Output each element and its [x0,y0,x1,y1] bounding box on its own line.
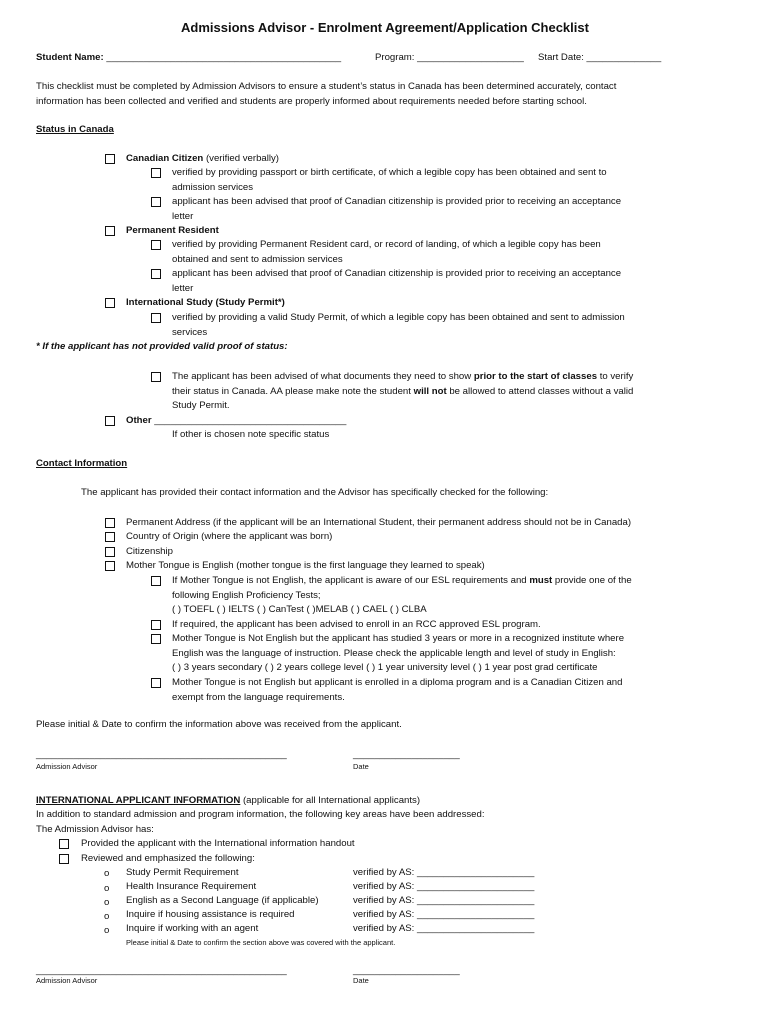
contact-heading: Contact Information [36,458,128,469]
citizen-verified-text-1: verified by providing passport or birth certificate, of which a legible copy has been obtained and sent to [172,167,607,178]
row-esl: English as a Second Language (if applicable) [126,895,319,906]
international-date-line[interactable]: ____________________ [353,965,460,976]
esl-text-1b: must [529,575,553,586]
verified-label: verified by AS: [353,881,415,892]
bullet: o [104,911,110,922]
citizen-advised-text-2: letter [172,211,194,222]
contact-signature-label: Admission Advisor [36,762,98,771]
resident-checkbox[interactable] [105,226,115,236]
international-label: International Study (Study Permit*) [126,297,285,308]
reviewed-checkbox[interactable] [59,854,69,864]
verified-line: ______________________ [417,881,535,892]
other-checkbox[interactable] [105,416,115,426]
resident-label: Permanent Resident [126,225,219,236]
international-text-2: The Admission Advisor has: [36,824,154,835]
verified-label: verified by AS: [353,867,415,878]
advised-text-2a: their status in Canada. AA please make note the student [172,386,414,397]
start-date-label: Start Date: [538,52,584,63]
esl-text-1 [172,574,632,589]
advised-text-2 [172,385,633,400]
start-date-line: ______________ [586,52,662,63]
international-verified-text-1: verified by providing a valid Study Permit, of which a legible copy has been obtained and sent to admission [172,312,625,323]
advised-text-3: Study Permit. [172,400,230,411]
contact-date-line[interactable]: ____________________ [353,749,460,760]
bullet: o [104,883,110,894]
start-date-field[interactable] [538,51,661,66]
reviewed-text: Reviewed and emphasized the following: [81,853,255,864]
resident-advised-text-1: applicant has been advised that proof of Canadian citizenship is provided prior to receiving an acceptance [172,268,622,279]
handout-checkbox[interactable] [59,839,69,849]
intro-line-2: information has been collected and verified and students are properly informed about requirements needed before starting school. [36,96,587,107]
row-housing-verified[interactable] [353,908,534,923]
citizen-option [126,152,279,167]
studied-text-1: Mother Tongue is Not English but the applicant has studied 3 years or more in a recognized institute where [172,633,625,644]
studied-level-options[interactable]: ( ) 3 years secondary ( ) 2 years college level ( ) 1 year university level ( ) 1 year post grad certificate [172,662,598,673]
mother-tongue-text: Mother Tongue is English (mother tongue is the first language they learned to speak) [126,560,485,571]
verified-label: verified by AS: [353,909,415,920]
international-verified-text-2: services [172,327,208,338]
international-confirm: Please initial & Date to confirm the section above was covered with the applicant. [126,938,396,947]
citizen-verified-text-2: admission services [172,182,254,193]
resident-verified-checkbox[interactable] [151,240,161,250]
international-signature-line[interactable]: _______________________________________________ [36,965,287,976]
international-date-label: Date [353,976,369,985]
contact-signature-line[interactable]: _______________________________________________ [36,749,287,760]
citizen-label: Canadian Citizen [126,153,204,164]
esl-text-1c: provide one of the [552,575,632,586]
diploma-text-2: exempt from the language requirements. [172,692,345,703]
international-text-1: In addition to standard admission and program information, the following key areas have been addressed: [36,809,485,820]
contact-date-label: Date [353,762,369,771]
studied-text-2: English was the language of instruction. Please check the applicable length and level of study in English: [172,648,616,659]
advised-text-1c: to verify [597,371,634,382]
bullet: o [104,925,110,936]
other-field[interactable] [126,414,346,429]
resident-advised-text-2: letter [172,283,194,294]
esl-text-2: following English Proficiency Tests; [172,590,321,601]
rcc-text: If required, the applicant has been advised to enroll in an RCC approved ESL program. [172,619,541,630]
resident-verified-text-2: obtained and sent to admission services [172,254,343,265]
verified-label: verified by AS: [353,895,415,906]
student-name-line: ____________________________________________ [106,52,342,63]
citizenship-checkbox[interactable] [105,547,115,557]
row-esl-verified[interactable] [353,894,534,909]
citizen-verified-checkbox[interactable] [151,168,161,178]
row-study-permit: Study Permit Requirement [126,867,239,878]
other-line: ____________________________________ [151,415,347,426]
citizen-checkbox[interactable] [105,154,115,164]
status-heading: Status in Canada [36,124,114,135]
row-agent-verified[interactable] [353,922,534,937]
international-heading: INTERNATIONAL APPLICANT INFORMATION [36,795,241,806]
international-checkbox[interactable] [105,298,115,308]
country-checkbox[interactable] [105,532,115,542]
country-text: Country of Origin (where the applicant was born) [126,531,333,542]
diploma-checkbox[interactable] [151,678,161,688]
address-text: Permanent Address (if the applicant will be an International Student, their permanent address should not be in Canada) [126,517,632,528]
address-checkbox[interactable] [105,518,115,528]
mother-tongue-checkbox[interactable] [105,561,115,571]
international-signature-label: Admission Advisor [36,976,98,985]
esl-checkbox[interactable] [151,576,161,586]
contact-intro: The applicant has provided their contact information and the Advisor has specifically checked for the following: [81,487,549,498]
row-study-permit-verified[interactable] [353,866,534,881]
esl-test-options[interactable]: ( ) TOEFL ( ) IELTS ( ) CanTest ( )MELAB ( ) CAEL ( ) CLBA [172,604,427,615]
verified-line: ______________________ [417,895,535,906]
row-health-insurance: Health Insurance Requirement [126,881,257,892]
studied-checkbox[interactable] [151,634,161,644]
rcc-checkbox[interactable] [151,620,161,630]
student-name-field[interactable] [36,51,341,66]
verified-label: verified by AS: [353,923,415,934]
student-name-label: Student Name: [36,52,104,63]
bullet: o [104,897,110,908]
row-housing: Inquire if housing assistance is required [126,909,295,920]
citizen-advised-text-1: applicant has been advised that proof of Canadian citizenship is provided prior to receiving an acceptance [172,196,622,207]
verified-line: ______________________ [417,923,535,934]
advised-text-1 [172,370,633,385]
page-title: Admissions Advisor - Enrolment Agreement/Application Checklist [181,20,589,35]
citizen-advised-checkbox[interactable] [151,197,161,207]
program-line: ____________________ [417,52,524,63]
program-label: Program: [375,52,415,63]
international-heading-row [36,794,420,809]
international-verified-checkbox[interactable] [151,313,161,323]
other-note: If other is chosen note specific status [172,429,330,440]
intro-line-1: This checklist must be completed by Admission Advisors to ensure a student’s status in Canada has been determined accurately, contact [36,81,617,92]
bullet: o [104,868,110,879]
handout-text: Provided the applicant with the International information handout [81,838,355,849]
citizenship-text: Citizenship [126,546,173,557]
resident-verified-text-1: verified by providing Permanent Resident card, or record of landing, of which a legible copy has been [172,239,601,250]
diploma-text-1: Mother Tongue is not English but applicant is enrolled in a diploma program and is a Canadian Citizen and [172,677,623,688]
advised-text-1b: prior to the start of classes [473,371,598,382]
no-proof-note: * If the applicant has not provided valid proof of status: [36,341,288,352]
contact-confirm: Please initial & Date to confirm the information above was received from the applicant. [36,719,402,730]
program-field[interactable] [375,51,524,66]
row-health-insurance-verified[interactable] [353,880,534,895]
advised-text-2b: will not [413,386,447,397]
other-label: Other [126,415,152,426]
verified-line: ______________________ [417,867,535,878]
international-heading-note: (applicable for all International applicants) [240,795,421,806]
verified-line: ______________________ [417,909,535,920]
row-agent: Inquire if working with an agent [126,923,259,934]
resident-advised-checkbox[interactable] [151,269,161,279]
citizen-note: (verified verbally) [203,153,280,164]
advised-text-1a: The applicant has been advised of what documents they need to show [172,371,474,382]
advised-text-2c: be allowed to attend classes without a valid [446,386,634,397]
advised-checkbox[interactable] [151,372,161,382]
esl-text-1a: If Mother Tongue is not English, the applicant is aware of our ESL requirements and [172,575,530,586]
